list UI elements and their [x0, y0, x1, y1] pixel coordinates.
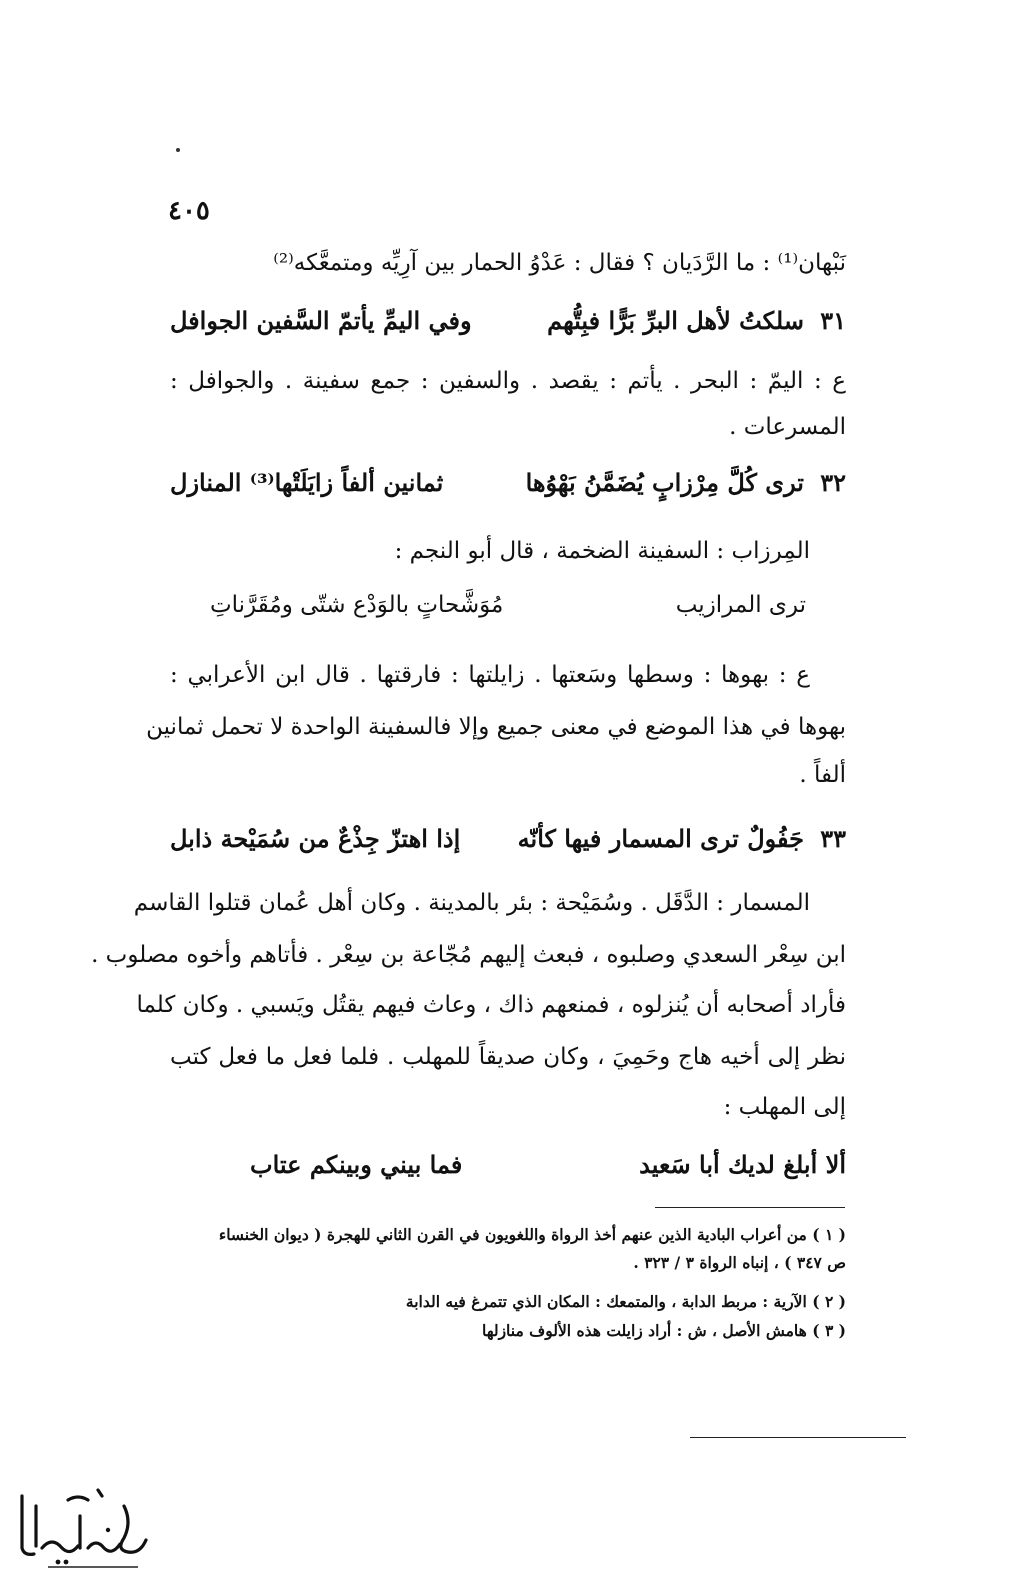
verse-31: [170, 306, 846, 342]
verse-first-hemistich: جَفُولٌ ترى المسمار فيها كأنّه: [517, 824, 804, 853]
verse-first-hemistich: ترى كُلَّ مِرْزابٍ يُضَمَّنُ بَهْوُها: [525, 468, 804, 497]
text-line: إلى المهلب :: [723, 1094, 846, 1120]
text-line: ألفاً .: [799, 762, 846, 788]
verse-second-hemistich: وفي اليمِّ يأتمّ السَّفين الجوافل: [170, 306, 472, 335]
footnote-separator: [655, 1207, 845, 1208]
verse-number: ٣٢: [820, 468, 846, 497]
verse-second-hemistich: فما بيني وبينكم عتاب: [250, 1150, 463, 1179]
print-speck: [176, 148, 180, 152]
verse-32: [170, 468, 846, 504]
text-line: بهوها في هذا الموضع في معنى جميع وإلا فالسفينة الواحدة لا تحمل ثمانين: [146, 714, 846, 740]
verse-second-hemistich: ثمانين ألفاً زايَلَتْها⁽³⁾ المنازل: [170, 468, 444, 497]
text-line: نَبْهان⁽¹⁾ : ما الرَّدَيان ؟ فقال : عَدْوُ الحمار بين آرِيِّه ومتمعَّكه⁽²⁾: [273, 250, 846, 276]
couplet-second-hemistich: مُوَشَّحاتٍ بالوَدْع شتّى ومُقَرَّناتِ: [210, 592, 504, 618]
verse-second-hemistich: إذا اهتزّ جِذْعٌ من سُمَيْحة ذابل: [170, 824, 461, 853]
verse-number: ٣١: [820, 306, 846, 335]
verse-first-hemistich: سلكتُ لأهل البرِّ بَرًّا فبِتُّهم: [547, 306, 804, 335]
text-line: المسرعات .: [729, 414, 846, 440]
footnote-2: ( ٢ ) الآرية : مربط الدابة ، والمتمعك : المكان الذي تتمرغ فيه الدابة: [405, 1292, 846, 1311]
text-line: ع : بهوها : وسطها وسَعتها . زايلتها : فارقتها . قال ابن الأعرابي :: [170, 662, 810, 688]
footnote-3: ( ٣ ) هامش الأصل ، ش : أراد زايلت هذه الألوف منازلها: [481, 1321, 846, 1340]
text-line: المسمار : الدَّقَل . وسُمَيْحة : بئر بالمدينة . وكان أهل عُمان قتلوا القاسم: [133, 890, 810, 916]
footnote-1: ( ١ ) من أعراب البادية الذين عنهم أخذ الرواة واللغويون في القرن الثاني للهجرة ( ديوان الخنساء: [218, 1225, 846, 1244]
footnote-1-continuation: ص ٣٤٧ ) ، إنباه الرواة ٣ / ٣٢٣ .: [633, 1253, 846, 1272]
calligraphy-logo-icon: [8, 1476, 158, 1576]
quoted-verse: [170, 1150, 846, 1186]
verse-first-hemistich: ألا أبلغ لديك أبا سَعيد: [639, 1150, 846, 1179]
verse-number: ٣٣: [820, 824, 846, 853]
couplet-first-hemistich: ترى المرازيب: [675, 592, 806, 618]
text-line: ع : اليمّ : البحر . يأتم : يقصد . والسفين : جمع سفينة . والجوافل :: [170, 368, 846, 394]
library-logo: [8, 1476, 158, 1576]
quoted-couplet: [210, 592, 806, 628]
text-line: ابن سِعْر السعدي وصلبوه ، فبعث إليهم مُجّاعة بن سِعْر . فأتاهم وأخوه مصلوب .: [91, 942, 846, 968]
text-line: فأراد أصحابه أن يُنزلوه ، فمنعهم ذاك ، وعاث فيهم يقتُل ويَسبي . وكان كلما: [136, 992, 846, 1018]
page-number: ٤٠٥: [168, 196, 210, 226]
verse-33: [170, 824, 846, 860]
bottom-rule: [690, 1437, 906, 1438]
text-line: المِرزاب : السفينة الضخمة ، قال أبو النجم :: [394, 538, 810, 564]
text-line: نظر إلى أخيه هاج وحَمِيَ ، وكان صديقاً للمهلب . فلما فعل ما فعل كتب: [170, 1044, 846, 1070]
